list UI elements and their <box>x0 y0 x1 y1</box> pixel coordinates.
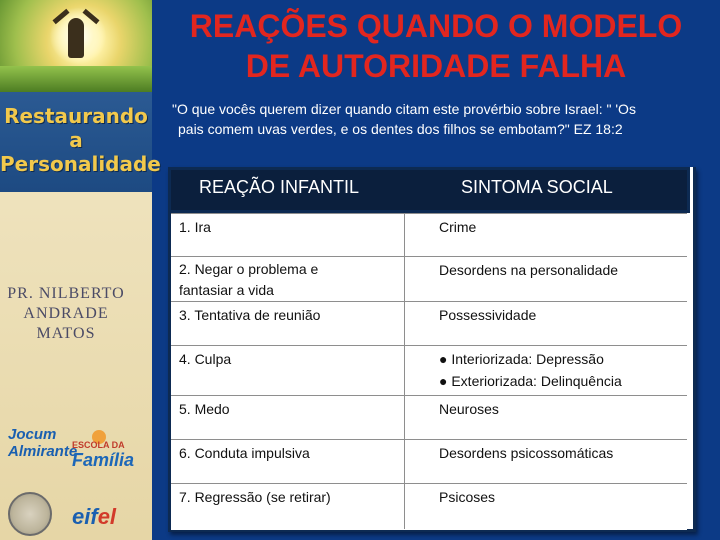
reaction-line2: fantasiar a vida <box>179 282 274 298</box>
jocum-logo-line1: Jocum <box>8 426 57 443</box>
symptom-cell: Desordens psicossomáticas <box>439 445 614 461</box>
reaction-cell: 3. Tentativa de reunião <box>179 307 321 323</box>
table-row <box>171 483 687 530</box>
familia-logo-line2: Família <box>72 450 135 470</box>
table-row <box>171 301 687 346</box>
table-row <box>171 345 687 396</box>
quote-line2: pais comem uvas verdes, e os dentes dos filhos se embotam?" EZ 18:2 <box>178 121 623 137</box>
eifel-logo-part1: eif <box>72 504 98 529</box>
jocum-logo-line2: Almirante <box>8 443 78 460</box>
reaction-cell: 7. Regressão (se retirar) <box>179 489 331 505</box>
pastor-name <box>0 284 132 344</box>
header-reacao-infantil: REAÇÃO INFANTIL <box>199 177 360 197</box>
pastor-name-line1: PR. NILBERTO <box>7 285 125 302</box>
seal-icon <box>8 492 52 536</box>
symptom-cell: Crime <box>439 219 477 235</box>
reaction-cell: 5. Medo <box>179 401 230 417</box>
table-row <box>171 256 687 302</box>
brand-title-line1: Restaurando <box>4 104 148 128</box>
table-header <box>168 167 690 213</box>
reaction-cell <box>179 259 399 301</box>
reaction-cell: 4. Culpa <box>179 351 232 367</box>
symptom-line1: ● Interiorizada: Depressão <box>439 351 604 367</box>
header-sintoma-social: SINTOMA SOCIAL <box>461 177 613 197</box>
table-row <box>171 395 687 440</box>
grass-field <box>0 66 152 92</box>
reaction-line1: 2. Negar o problema e <box>179 261 319 277</box>
column-divider <box>404 213 405 529</box>
scripture-quote <box>172 99 712 139</box>
brand-title-line3: Personalidade <box>0 152 161 176</box>
hero-image <box>0 0 152 92</box>
escola-da-familia-logo <box>72 440 134 471</box>
familia-logo-line1: ESCOLA DA <box>72 440 125 450</box>
jocum-logo <box>8 426 77 460</box>
slide-title <box>152 6 720 86</box>
symptom-cell <box>439 348 687 392</box>
reaction-cell: 1. Ira <box>179 219 211 235</box>
table-row <box>171 439 687 484</box>
pastor-name-line2: ANDRADE <box>23 305 109 322</box>
slide-title-line1: REAÇÕES QUANDO O MODELO <box>189 8 683 44</box>
quote-line1: "O que vocês querem dizer quando citam este provérbio sobre Israel: " 'Os <box>172 101 636 117</box>
symptom-line2: ● Exteriorizada: Delinquência <box>439 373 622 389</box>
symptom-cell: Possessividade <box>439 307 537 323</box>
eifel-logo-part2: el <box>97 504 117 529</box>
symptom-cell: Neuroses <box>439 401 499 417</box>
brand-title-line2: a <box>69 128 83 152</box>
slide-title-line2: DE AUTORIDADE FALHA <box>245 48 627 84</box>
eifel-logo <box>72 504 116 530</box>
reaction-cell: 6. Conduta impulsiva <box>179 445 310 461</box>
symptom-cell: Desordens na personalidade <box>439 262 619 278</box>
person-silhouette <box>68 18 84 58</box>
table-row <box>171 213 687 257</box>
pastor-name-line3: MATOS <box>36 325 96 342</box>
symptom-cell: Psicoses <box>439 489 496 505</box>
brand-title <box>0 104 161 176</box>
